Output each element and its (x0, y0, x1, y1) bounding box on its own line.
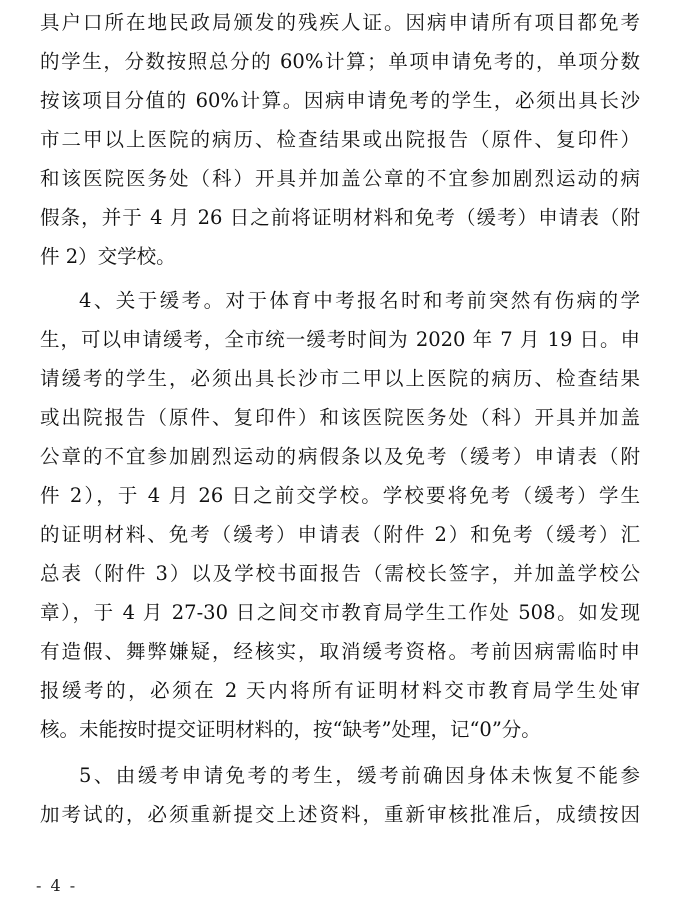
page-number: - 4 - (36, 876, 78, 895)
body-text-line: 假条，并于 4 月 26 日之前将证明材料和免考（缓考）申请表（附 (40, 206, 640, 229)
body-text-line: 章），于 4 月 27-30 日之间交市教育局学生工作处 508。如发现 (40, 601, 640, 624)
body-text-line: 按该项目分值的 60%计算。因病申请免考的学生，必须出具长沙 (40, 89, 640, 112)
body-text-line: 件 2）交学校。 (40, 245, 176, 268)
body-text-line: 的学生，分数按照总分的 60%计算；单项申请免考的，单项分数 (40, 50, 640, 73)
body-text-line: 报缓考的，必须在 2 天内将所有证明材料交市教育局学生处审 (40, 679, 640, 702)
body-text-line: 公章的不宜参加剧烈运动的病假条以及免考（缓考）申请表（附 (40, 445, 640, 468)
body-text-line: 市二甲以上医院的病历、检查结果或出院报告（原件、复印件） (40, 128, 640, 151)
body-text-line: 请缓考的学生，必须出具长沙市二甲以上医院的病历、检查结果 (40, 367, 640, 390)
body-text-line: 有造假、舞弊嫌疑，经核实，取消缓考资格。考前因病需临时申 (40, 640, 640, 663)
body-text-line: 总表（附件 3）以及学校书面报告（需校长签字，并加盖学校公 (40, 562, 640, 585)
paragraph-first-line: 5、由缓考申请免考的考生，缓考前确因身体未恢复不能参 (79, 764, 640, 787)
paragraph-first-line: 4、关于缓考。对于体育中考报名时和考前突然有伤病的学 (79, 289, 640, 312)
body-text-line: 或出院报告（原件、复印件）和该医院医务处（科）开具并加盖 (40, 406, 640, 429)
body-text-line: 具户口所在地民政局颁发的残疾人证。因病申请所有项目都免考 (40, 11, 640, 34)
body-text-line: 生，可以申请缓考，全市统一缓考时间为 2020 年 7 月 19 日。申 (40, 328, 640, 351)
body-text-line: 和该医院医务处（科）开具并加盖公章的不宜参加剧烈运动的病 (40, 167, 640, 190)
body-text-line: 的证明材料、免考（缓考）申请表（附件 2）和免考（缓考）汇 (40, 523, 640, 546)
body-text-line: 加考试的，必须重新提交上述资料，重新审核批准后，成绩按因 (40, 803, 640, 826)
body-text-line: 核。未能按时提交证明材料的，按“缺考”处理，记“0”分。 (40, 718, 541, 741)
body-text-line: 件 2），于 4 月 26 日之前交学校。学校要将免考（缓考）学生 (40, 484, 640, 507)
